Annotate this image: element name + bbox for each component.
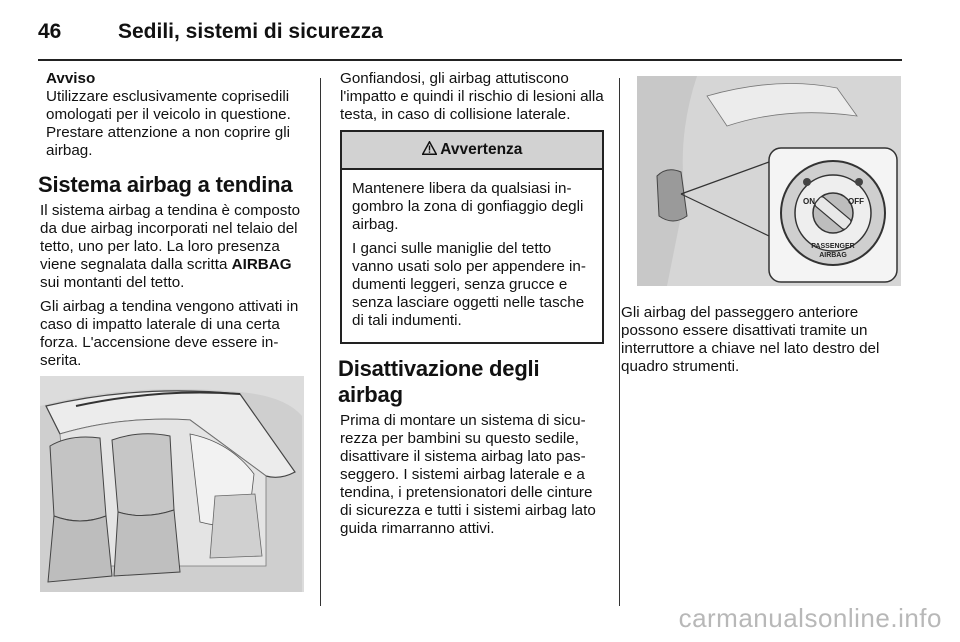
page-header <box>38 18 902 56</box>
para1-text-b: sui montanti del tetto. <box>40 274 185 291</box>
deactivation-paragraph: Prima di montare un sistema di sicurezza per bambini su questo sedile, disattivare il sistema airbag lato passeggero. I sistemi airbag laterale e a tendina, i pretensionatori delle cinture di sicurezza e tutti i sistemi airbag lato guida rimarranno attivi. <box>340 412 596 537</box>
warning-paragraph-1: Mantenere libera da qualsiasi ingombro la zona di gonfiaggio degli airbag. <box>352 180 584 233</box>
note-text: Utilizzare esclusivamente coprisedili omologati per il veicolo in questione. Prestare attenzione a non coprire gli airbag. <box>46 88 291 159</box>
switch-label-airbag: AIRBAG <box>819 252 847 259</box>
warning-title: Avvertenza <box>440 141 523 158</box>
warning-header <box>342 132 602 170</box>
page-title: Sedili, sistemi di sicurezza <box>118 20 383 43</box>
airbag-on-icon <box>803 178 811 186</box>
curtain-airbag-paragraph-1 <box>40 202 304 292</box>
switch-on-label: ON <box>803 197 815 206</box>
watermark: carmanualsonline.info <box>678 603 942 633</box>
section-heading-curtain-airbag: Sistema airbag a tendina <box>38 172 293 197</box>
warning-box <box>340 130 604 344</box>
warning-body <box>342 170 602 342</box>
airbag-key-switch-illustration <box>637 76 901 286</box>
header-rule <box>38 59 902 61</box>
airbag-label-bold: AIRBAG <box>231 256 292 273</box>
curtain-airbag-illustration <box>40 376 304 592</box>
para1-text-a: Il sistema airbag a tendina è composto da due airbag incorporati nel telaio del tetto, uno per lato. La loro presenza viene segnalata dalla scritta <box>40 202 301 273</box>
key-switch-paragraph: Gli airbag del passeggero anteriore possono essere disattivati tramite un interruttore a chiave nel lato destro del quadro strumenti. <box>621 304 880 375</box>
column-divider-1 <box>320 78 321 606</box>
airbag-off-icon <box>855 178 863 186</box>
column-2 <box>340 70 604 544</box>
note-title: Avviso <box>46 70 96 87</box>
column-1 <box>40 70 304 376</box>
page-number: 46 <box>38 20 62 43</box>
warning-paragraph-2: I ganci sulle maniglie del tetto vanno usati solo per appendere indumenti leggeri, senza grucce e senza lasciare oggetti nelle tasche di tali indumenti. <box>352 240 586 329</box>
warning-triangle-icon <box>422 141 441 158</box>
note-block <box>40 70 304 160</box>
switch-off-label: OFF <box>848 197 864 206</box>
column-3 <box>621 304 903 382</box>
column-divider-2 <box>619 78 620 606</box>
curtain-airbag-paragraph-2: Gli airbag a tendina vengono attivati in caso di impatto laterale di una certa forza. L'accensione deve essere inserita. <box>40 298 299 369</box>
section-heading-airbag-deactivation: Disattivazione degli airbag <box>338 356 540 407</box>
intro-paragraph: Gonfiandosi, gli airbag attutiscono l'impatto e quindi il rischio di lesioni alla testa, in caso di collisione laterale. <box>340 70 604 123</box>
switch-label-passenger: PASSENGER <box>811 243 855 250</box>
